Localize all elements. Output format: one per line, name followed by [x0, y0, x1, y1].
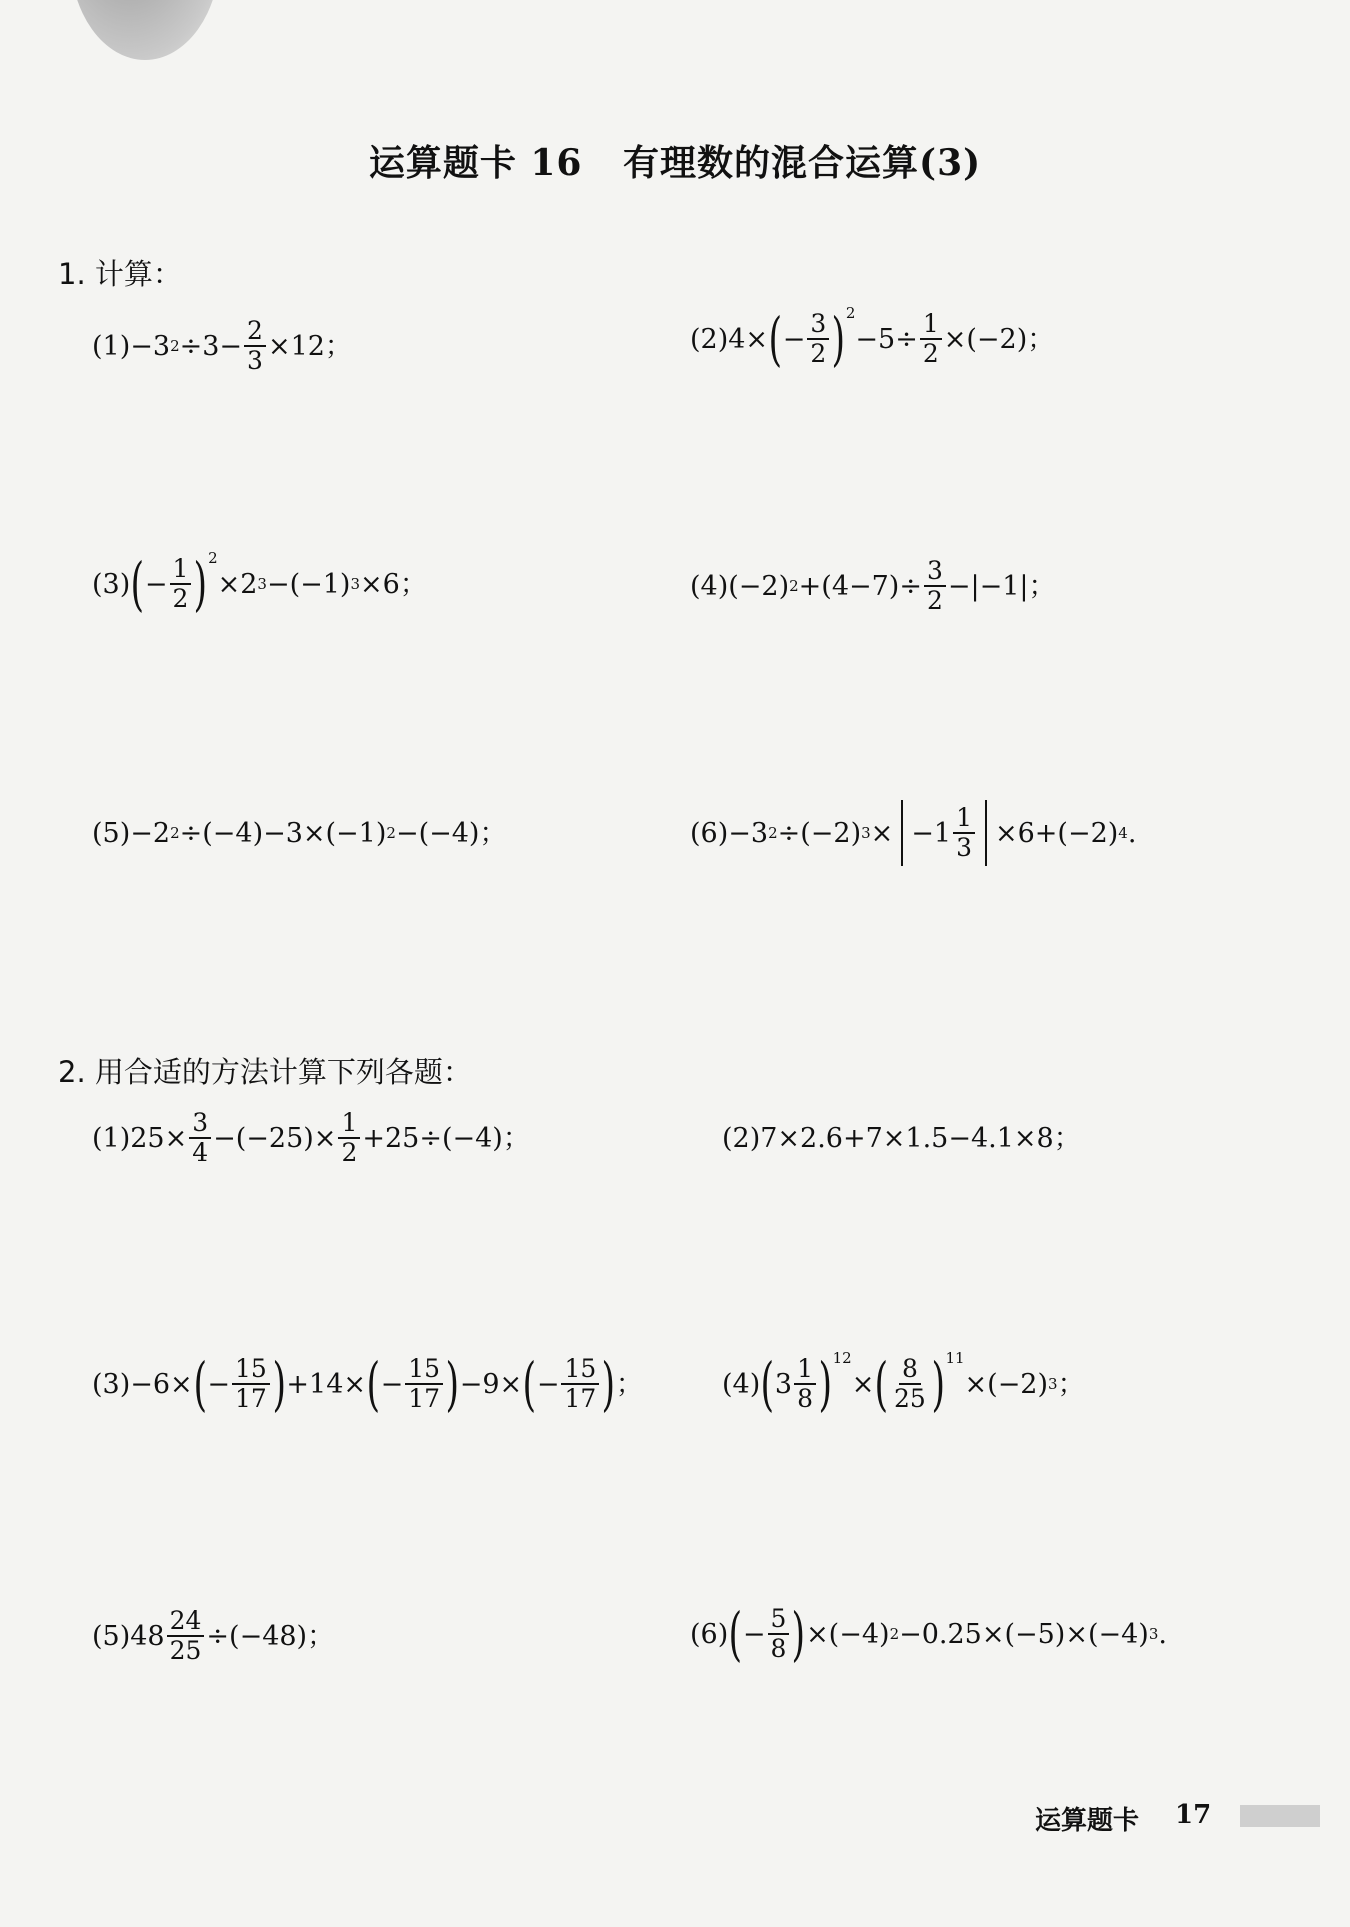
problem-1-2: (2) 4× ( − $\frac{3}{2}$ ) 2 −5÷ $\frac{1}{2}$ ×(−2)； [690, 304, 1055, 373]
problem-2-1: (1) 25× $\frac{3}{4}$ −(−25)× $\frac{1}{2}$ +25÷(−4)； [92, 1108, 530, 1168]
footer-label: 运算题卡 [1035, 1806, 1140, 1836]
problem-1-6: (6) −3 2 ÷(−2) 3 × −1 $\frac{1}{3}$ ×6+(−2) 4 . [690, 800, 1136, 866]
abs-bar-right [985, 800, 987, 866]
problem-1-4: (4) (−2) 2 +(4−7)÷ $\frac{3}{2}$ −|−1|； [690, 556, 1056, 616]
problem-1-3: (3) ( − $\frac{1}{2}$ ) 2 ×2 3 −(−1) 3 ×6； [92, 549, 427, 618]
problem-2-3: (3) −6× ( − $\frac{15}{17}$ ) +14× ( − $\frac{15}{17}$ ) −9× ( − $\frac{15}{17}$ ) ； [92, 1350, 643, 1418]
problem-2-4: (4) ( 3 $\frac{1}{8}$ ) 12 × ( $\frac{8}{25}$ ) 11 ×(−2) 3 ； [722, 1349, 1085, 1418]
problem-2-5: (5) 48 $\frac{24}{25}$ ÷(−48)； [92, 1606, 335, 1666]
problem-2-6: (6) ( − $\frac{5}{8}$ ) ×(−4) 2 −0.25×(−5)×(−4) 3 . [690, 1600, 1167, 1668]
corner-shadow [70, 0, 220, 60]
problem-2-2: (2)7×2.6+7×1.5−4.1×8； [722, 1123, 1081, 1154]
footer-strip [1240, 1805, 1320, 1827]
abs-bar-left [901, 800, 903, 866]
problem-1-1: (1) −3 2 ÷3− $\frac{2}{3}$ ×12； [92, 316, 352, 376]
fraction: $\frac{2}{3}$ [244, 318, 266, 375]
page-title: 运算题卡 16 有理数的混合运算(3) [368, 142, 982, 184]
section-1-heading: 1. 计算： [58, 257, 182, 291]
page-number: 17 [1175, 1800, 1212, 1830]
problem-1-5: (5) −2 2 ÷(−4)−3×(−1) 2 −(−4)； [92, 818, 507, 849]
section-2-heading: 2. 用合适的方法计算下列各题： [58, 1055, 472, 1089]
